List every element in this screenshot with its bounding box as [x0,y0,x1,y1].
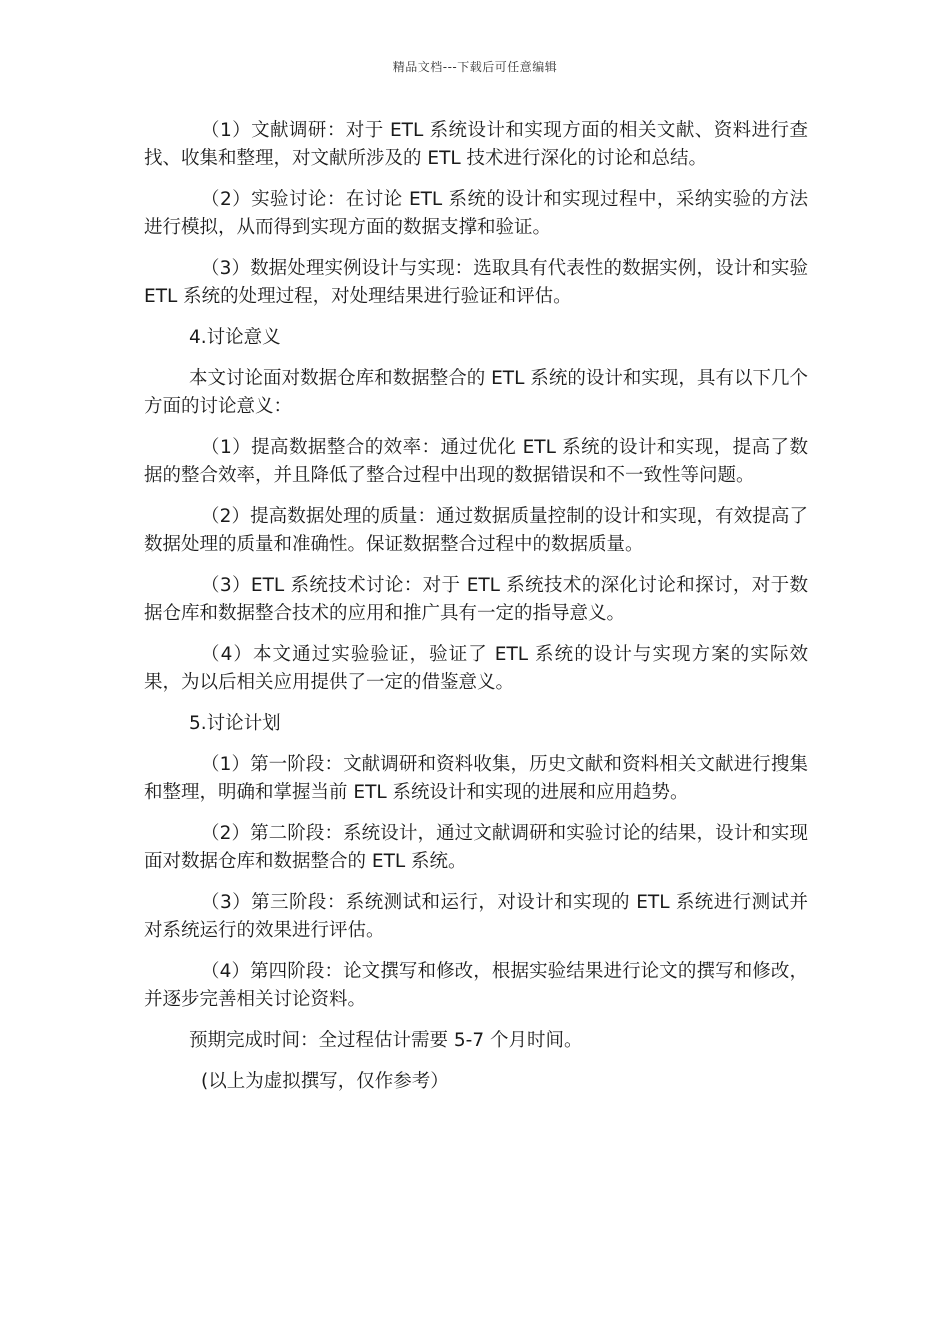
paragraph-method-case: （3）数据处理实例设计与实现：选取具有代表性的数据实例，设计和实验 ETL 系统的处理过程，对处理结果进行验证和评估。 [144,258,808,307]
section-heading-plan: 5.讨论计划 [189,713,281,734]
paragraph-plan-stage-4: （4）第四阶段：论文撰写和修改，根据实验结果进行论文的撰写和修改，并逐步完善相关讨论资料。 [144,961,808,1010]
paragraph-plan-stage-1: （1）第一阶段：文献调研和资料收集，历史文献和资料相关文献进行搜集和整理，明确和掌握当前 ETL 系统设计和实现的进展和应用趋势。 [144,754,808,803]
paragraph-significance-intro: 本文讨论面对数据仓库和数据整合的 ETL 系统的设计和实现，具有以下几个方面的讨论意义： [144,368,808,417]
paragraph-significance-4: （4）本文通过实验验证，验证了 ETL 系统的设计与实现方案的实际效果，为以后相关应用提供了一定的借鉴意义。 [144,644,808,693]
paragraph-significance-2: （2）提高数据处理的质量：通过数据质量控制的设计和实现，有效提高了数据处理的质量和准确性。保证数据整合过程中的数据质量。 [144,506,808,555]
page-header: 精品文档---下载后可任意编辑 [392,60,558,74]
section-heading-significance: 4.讨论意义 [189,327,281,348]
paragraph-expected-time: 预期完成时间：全过程估计需要 5-7 个月时间。 [189,1030,583,1051]
paragraph-method-experiment: （2）实验讨论：在讨论 ETL 系统的设计和实现过程中，采纳实验的方法进行模拟，从而得到实现方面的数据支撑和验证。 [144,189,808,238]
paragraph-method-literature: （1）文献调研：对于 ETL 系统设计和实现方面的相关文献、资料进行查找、收集和整理，对文献所涉及的 ETL 技术进行深化的讨论和总结。 [144,120,808,169]
paragraph-plan-stage-2: （2）第二阶段：系统设计，通过文献调研和实验讨论的结果，设计和实现面对数据仓库和数据整合的 ETL 系统。 [144,823,808,872]
paragraph-significance-3: （3）ETL 系统技术讨论：对于 ETL 系统技术的深化讨论和探讨，对于数据仓库和数据整合技术的应用和推广具有一定的指导意义。 [144,575,808,624]
paragraph-plan-stage-3: （3）第三阶段：系统测试和运行，对设计和实现的 ETL 系统进行测试并对系统运行的效果进行评估。 [144,892,808,941]
paragraph-disclaimer: (以上为虚拟撰写，仅作参考） [201,1071,449,1092]
document-body [144,117,808,1109]
paragraph-significance-1: （1）提高数据整合的效率：通过优化 ETL 系统的设计和实现，提高了数据的整合效率，并且降低了整合过程中出现的数据错误和不一致性等问题。 [144,437,808,486]
